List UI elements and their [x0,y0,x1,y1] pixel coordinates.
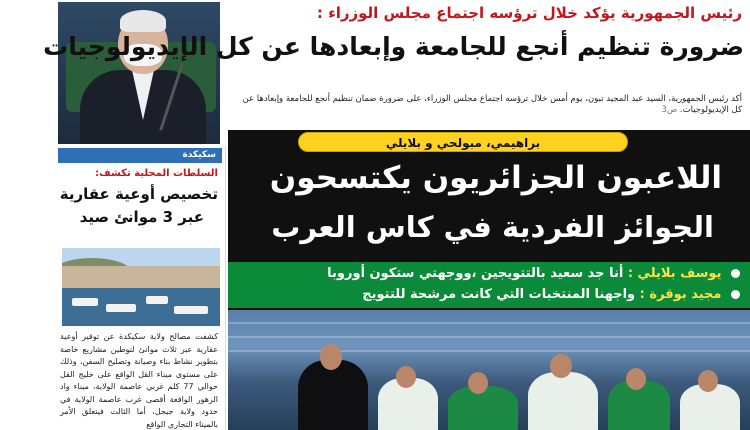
top-story-headline[interactable]: ضرورة تنظيم أنجع للجامعة وإبعادها عن كل الإيديولوجيات [43,32,744,61]
quote-speaker: يوسف بلايلي : [627,266,722,281]
top-story-lead-text: أكد رئيس الجمهورية، السيد عبد المجيد تبون، يوم أمس خلال ترؤسه اجتماع مجلس الوزراء، على ضرورة ضمان تنظيم أنجع للجامعة وإبعادها عن كل الإيديولوجيات. [242,94,742,115]
quote-item [362,287,740,302]
sidebar-body: كشفت مصالح ولاية سكيكدة عن توفير أوعية عقارية عبر ثلاث موانئ لتوطين مشاريع خاصة بتطوير نشاط بناء وصيانة وتصليح السفن، وذلك على مستوى ميناء القل الواقع على خليج القل حوالي 77 كلم غربي عاصمة الولاية، ميناء واد الزهور الواقعة أقصى غرب عاصمة الولاية في حدود ولاية جيجل، أما الثالث فيتعلق الأمر بالميناء التجاري الواقع [60,332,218,429]
section-label: سكيكدة [58,148,222,163]
sidebar-story [58,148,222,430]
main-headline-line2[interactable]: الجوائز الفردية في كاس العرب [271,210,714,244]
bullet-icon [731,269,740,278]
sidebar-headline-line1[interactable]: تخصيص أوعية عقارية [59,185,218,203]
quotes-band [228,262,750,308]
page-reference: ص3 [661,105,678,115]
president-photo [58,2,220,144]
main-story [228,130,750,430]
sidebar-headline-line2[interactable]: عبر 3 موانئ صيد [79,208,204,226]
team-celebration-photo [228,310,750,430]
main-story-kicker-pill: براهيمي، مبولحي و بلايلي [298,132,628,152]
sidebar-kicker: السلطات المحلية تكشف: [95,168,218,179]
main-headline-line1[interactable]: اللاعبون الجزائريون يكتسحون [269,160,722,196]
top-story-lead [232,94,742,116]
quote-speaker: مجيد بوقرة : [639,287,722,302]
quote-item [327,266,740,281]
harbor-photo [62,248,220,326]
bullet-icon [731,290,740,299]
quote-text: أنا جد سعيد بالتتويجين ،ووجهتي ستكون أوروبا [327,266,624,281]
quote-text: واجهنا المنتخبات التي كانت مرشحة للتتويج [362,287,636,302]
top-story-kicker: رئيس الجمهورية يؤكد خلال ترؤسه اجتماع مجلس الوزراء : [316,4,742,22]
column-divider [225,146,226,430]
